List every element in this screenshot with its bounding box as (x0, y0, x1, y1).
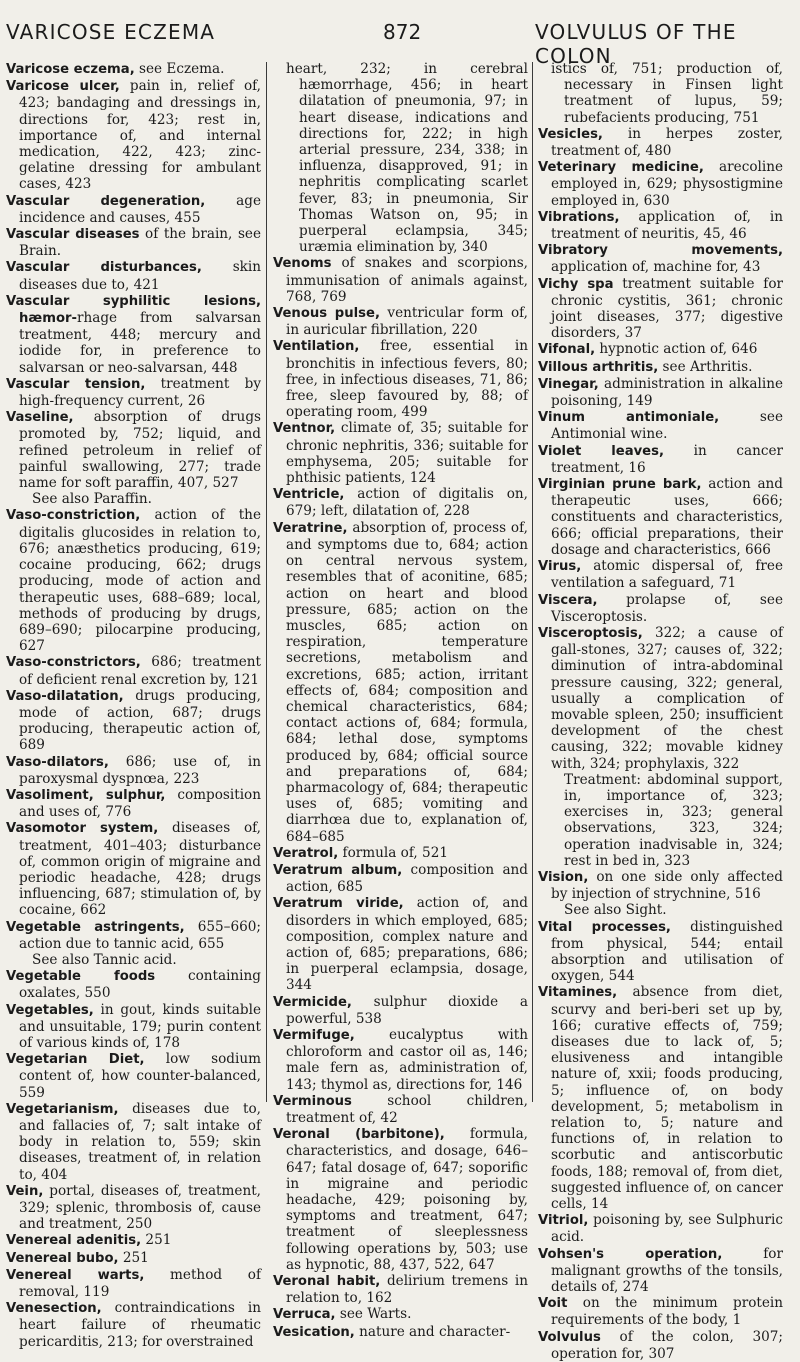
index-entry (273, 1027, 528, 1093)
entry-heading: Voit (538, 1296, 568, 1312)
entry-text: on one side only affected by injection of strychnine, 516 (551, 868, 783, 903)
entry-heading: Vermicide, (273, 994, 352, 1010)
entry-text: 251 (141, 1232, 172, 1249)
entry-heading: Violet leaves, (538, 443, 664, 459)
entry-heading: Vaseline, (6, 410, 74, 426)
index-entry (6, 293, 261, 376)
entry-heading: Vaso-constrictors, (6, 655, 141, 671)
entry-text: istics of, 751; production of, necessary in Finsen light treatment of lupus, 59; rubefacients producing, 751 (551, 61, 783, 126)
entry-heading: Vegetarian Diet, (6, 1052, 145, 1068)
entry-text: See also Paraffin. (32, 491, 152, 508)
entry-text: application of, in treatment of neuritis, 45, 46 (551, 208, 783, 243)
index-entry (538, 592, 783, 625)
entry-heading: Venoms (273, 256, 332, 272)
index-entry (6, 1250, 261, 1267)
entry-text: action of, and disorders in which employed, 685; composition, complex nature and action of, 685; preparations, 686; in puerperal eclampsia, dosage, 344 (286, 895, 528, 994)
column-divider (266, 62, 267, 1102)
index-entry (538, 1329, 783, 1362)
index-entry (6, 193, 261, 226)
entry-text: distinguished from physical, 544; entail absorption and utilisation of oxygen, 544 (551, 918, 783, 985)
entry-text: absorption of drugs promoted by, 752; liquid, and refined petroleum in relief of painful swallowing, 277; trade name for soft paraffin, 407, 527 (19, 409, 261, 492)
entry-text: for malignant growths of the tonsils, details of, 274 (551, 1245, 783, 1296)
index-entry (6, 787, 261, 820)
entry-text: 251 (118, 1249, 149, 1266)
index-entry (273, 338, 528, 420)
index-entry (6, 654, 261, 687)
entry-heading: Vegetables, (6, 1002, 94, 1018)
entry-text: diseases of, treatment, 401–403; disturbance of, common origin of migraine and periodic headache, 428; drugs influencing, 687; stimulation of, by cocaine, 662 (19, 820, 261, 919)
entry-text: containing oxalates, 550 (19, 968, 261, 1002)
entry-text: sulphur dioxide a powerful, 538 (286, 993, 528, 1027)
entry-text: pain in, relief of, 423; bandaging and dressings in, directions for, 423; rest in, importance of, and internal medication, 422, 423; zinc-gelatine dressing for ambulant cases, 423 (19, 78, 261, 193)
index-entry (538, 209, 783, 242)
index-entry (273, 61, 528, 255)
entry-text: diseases due to, and fallacies of, 7; salt intake of body in relation to, 559; skin diseases, treatment of, in relation to, 404 (19, 1100, 261, 1183)
entry-heading: Vaso-dilatation, (6, 688, 124, 704)
entry-text: hypnotic action of, 646 (595, 341, 758, 358)
index-entry (538, 1295, 783, 1328)
entry-heading: Ventricle, (273, 487, 345, 503)
entry-text: See also Tannic acid. (32, 951, 177, 968)
entry-heading: Visceroptosis, (538, 625, 643, 641)
index-entry (6, 226, 261, 259)
entry-text: action and therapeutic uses, 666; constituents and characteristics, 666; official preparations, their dosage and characteristics, 666 (551, 476, 784, 558)
entry-heading: Vesication, (273, 1324, 355, 1340)
index-entry (6, 78, 261, 192)
index-entry (273, 420, 528, 486)
index-entry (6, 1267, 261, 1300)
entry-text: of the brain, see Brain. (19, 226, 262, 260)
index-entry (6, 61, 261, 78)
entry-heading: Veronal (barbitone), (273, 1127, 445, 1143)
index-entry (538, 476, 783, 558)
index-entry (273, 895, 528, 993)
index-entry (538, 409, 783, 442)
entry-text: contraindications in heart failure of rheumatic pericarditis, 213; for overstrained (19, 1300, 261, 1350)
entry-heading: Vichy spa (538, 276, 614, 292)
entry-heading: Vohsen's operation, (538, 1246, 723, 1262)
entry-heading: Vegetable foods (6, 969, 156, 985)
index-entry (273, 305, 528, 338)
entry-heading: Venereal bubo, (6, 1250, 119, 1266)
entry-heading: Vegetable astringents, (6, 919, 185, 935)
index-entry (6, 507, 261, 654)
entry-text: low sodium content of, how counter-balanced, 559 (19, 1051, 261, 1101)
entry-heading: Villous arthritis, (538, 359, 659, 375)
entry-heading: Vaso-constriction, (6, 508, 141, 524)
entry-heading: Verminous (273, 1093, 352, 1109)
index-column-2 (273, 61, 528, 1341)
running-header (0, 0, 800, 68)
column-divider (532, 62, 533, 1102)
header-left-keyword: VARICOSE ECZEMA (6, 20, 216, 44)
entry-heading: Vitriol, (538, 1213, 589, 1229)
index-entry (538, 126, 783, 159)
entry-text: see Eczema. (134, 61, 225, 77)
entry-heading: Vasomotor system, (6, 821, 159, 837)
entry-heading: Vitamines, (538, 985, 618, 1001)
index-entry (6, 1051, 261, 1101)
entry-text: See also Sight. (564, 902, 667, 919)
entry-heading: Veterinary medicine, (538, 160, 704, 176)
entry-text: composition and uses of, 776 (19, 786, 261, 821)
index-entry (273, 520, 528, 845)
entry-text: 686; use of, in paroxysmal dyspnœa, 223 (19, 753, 261, 787)
index-entry (273, 486, 528, 519)
entry-text: skin diseases due to, 421 (19, 259, 262, 293)
index-entry (538, 625, 783, 772)
entry-text: school children, treatment of, 42 (286, 1092, 528, 1126)
entry-heading: Vermifuge, (273, 1027, 355, 1043)
index-entry (6, 1300, 261, 1350)
entry-text: absorption of, process of, and symptoms due to, 684; action on central nervous system, resembles that of aconitine, 685; action on heart and blood pressure, 685; action on the muscles, 685; action on respiration, temperature secretions, metabolism and excretions, 685; action, irritant effects of, 684; composition and chemical characteristics, 684; contact actions of, 684; formula, 684; lethal dose, symptoms produced by, 684; official source and preparations of, 684; pharmacology of, 684; therapeutic uses of, 685; vomiting and diarrhœa due to, explanation of, 684–685 (286, 519, 528, 845)
entry-heading: Vein, (6, 1183, 44, 1199)
entry-text: of the colon, 307; operation for, 307 (551, 1328, 783, 1362)
entry-text: poisoning by, see Sulphuric acid. (551, 1212, 783, 1246)
index-entry (538, 558, 783, 591)
entry-text: composition and action, 685 (286, 861, 529, 896)
entry-heading: Vasoliment, sulphur, (6, 787, 166, 803)
index-entry (273, 845, 528, 862)
index-entry (6, 952, 261, 968)
entry-heading: Vascular tension, (6, 376, 146, 392)
index-entry (6, 491, 261, 507)
entry-text: age incidence and causes, 455 (19, 192, 261, 226)
entry-heading: Vesicles, (538, 126, 603, 142)
entry-text: climate of, 35; suitable for chronic nephritis, 336; suitable for emphysema, 205; suitable for phthisic patients, 124 (286, 420, 528, 487)
entry-heading: Vinum antimoniale, (538, 410, 720, 426)
index-column-1 (6, 61, 261, 1350)
index-entry (538, 242, 783, 275)
entry-heading: Venereal warts, (6, 1267, 145, 1283)
entry-heading: Ventnor, (273, 421, 336, 437)
entry-text: in cancer treatment, 16 (551, 442, 783, 476)
entry-heading: Veronal habit, (273, 1274, 381, 1290)
entry-text: method of removal, 119 (19, 1266, 261, 1301)
entry-heading: Venous pulse, (273, 306, 380, 322)
index-entry (6, 1183, 261, 1233)
entry-text: rhage from salvarsan treatment, 448; mercury and iodide for, in preference to salvarsan or neo-salvarsan, 448 (19, 310, 261, 376)
entry-text: action of digitalis on, 679; left, dilatation of, 228 (286, 486, 528, 520)
entry-text: delirium tremens in relation to, 162 (286, 1273, 528, 1307)
entry-heading: Vascular syphilitic lesions, hæmor- (6, 293, 261, 327)
entry-text: on the minimum protein requirements of the body, 1 (551, 1295, 783, 1329)
index-entry (538, 376, 783, 409)
entry-heading: Veratrum viride, (273, 896, 404, 912)
index-entry (273, 994, 528, 1027)
index-entry (538, 1246, 783, 1296)
index-entry (538, 159, 783, 209)
header-right-keyword: VOLVULUS OF THE COLON (535, 20, 737, 68)
entry-text: eucalyptus with chloroform and castor oil as, 146; male fern as, administration of, 143; thymol as, directions for, 146 (286, 1026, 528, 1093)
entry-text: 322; a cause of gall-stones, 327; causes of, 322; diminution of intra-abdominal pressure causing, 322; general, usually a complication of movable spleen, 250; insufficient development of the chest causing, 322; movable kidney with, 324; prophylaxis, 322 (551, 624, 783, 772)
entry-heading: Vegetarianism, (6, 1101, 119, 1117)
index-entry (273, 1126, 528, 1273)
index-entry (273, 1324, 528, 1341)
entry-text: heart, 232; in cerebral hæmorrhage, 456; in heart dilatation of pneumonia, 97; in heart disease, indications and directions for, 222; in high arterial pressure, 234, 338; in influenza, disapproved, 91; in nephritis complicating scarlet fever, 83; in pneumonia, Sir Thomas Watson on, 95; in puerperal eclampsia, 345; uræmia elimination by, 340 (286, 61, 528, 256)
entry-heading: Veratrol, (273, 845, 339, 861)
entry-text: in gout, kinds suitable and unsuitable, 179; purin content of various kinds of, 178 (19, 1001, 261, 1051)
entry-text: see Warts. (335, 1306, 412, 1323)
entry-text: drugs producing, mode of action, 687; drugs producing, therapeutic action of, 689 (19, 687, 261, 754)
entry-text: formula, characteristics, and dosage, 646–647; fatal dosage of, 647; soporific in migraine and periodic headache, 429; poisoning by, symptoms and treatment, 647; treatment of sleeplessness following operations by, 503; use as hypnotic, 88, 437, 522, 647 (286, 1126, 528, 1273)
entry-text: absence from diet, scurvy and beri-beri set up by, 166; curative effects of, 759; diseases due to lack of, 5; elusiveness and intangible nature of, xxii; foods producing, 5; influence of, on body development, 5; metabolism in relation to, 5; nature and functions of, in relation to scorbutic and antiscorbutic foods, 188; removal of, from diet, suggested influence of, on cancer cells, 14 (551, 984, 783, 1213)
entry-text: formula of, 521 (338, 844, 449, 861)
index-entry (538, 1212, 783, 1245)
entry-heading: Venesection, (6, 1301, 102, 1317)
index-entry (6, 688, 261, 754)
entry-heading: Vibratory movements, (538, 243, 783, 259)
index-entry (6, 968, 261, 1001)
entry-heading: Varicose ulcer, (6, 79, 120, 95)
entry-text: 655–660; action due to tannic acid, 655 (19, 918, 261, 952)
entry-heading: Vaso-dilators, (6, 754, 109, 770)
index-entry (273, 1306, 528, 1323)
entry-heading: Vascular degeneration, (6, 193, 206, 209)
index-entry (6, 409, 261, 491)
entry-heading: Virus, (538, 559, 582, 575)
entry-heading: Veratrum album, (273, 862, 403, 878)
index-column-3 (538, 61, 783, 1362)
index-entry (538, 919, 783, 985)
entry-heading: Vital processes, (538, 919, 671, 935)
index-entry (538, 772, 783, 869)
index-entry (6, 1002, 261, 1052)
index-entry (538, 984, 783, 1212)
entry-text: application of, machine for, 43 (551, 259, 761, 276)
entry-heading: Veratrine, (273, 520, 348, 536)
entry-heading: Vision, (538, 869, 589, 885)
index-entry (273, 1273, 528, 1306)
entry-heading: Vifonal, (538, 342, 596, 358)
index-entry (538, 341, 783, 358)
entry-heading: Verruca, (273, 1307, 336, 1323)
index-entry (6, 919, 261, 952)
index-entry (6, 376, 261, 409)
entry-heading: Venereal adenitis, (6, 1233, 142, 1249)
entry-text: prolapse of, see Visceroptosis. (551, 591, 783, 625)
index-entry (6, 1232, 261, 1249)
entry-heading: Vinegar, (538, 376, 599, 392)
entry-heading: Vascular disturbances, (6, 260, 202, 276)
entry-heading: Varicose eczema, (6, 62, 135, 77)
entry-heading: Vascular diseases (6, 227, 140, 243)
entry-heading: Vibrations, (538, 209, 620, 225)
entry-text: portal, diseases of, treatment, 329; splenic, thrombosis of, cause and treatment, 250 (19, 1182, 261, 1233)
index-entry (538, 276, 783, 342)
entry-text: see Antimonial wine. (551, 409, 783, 443)
index-entry (6, 259, 261, 292)
entry-text: treatment suitable for chronic cystitis, 361; chronic joint diseases, 377; digestive disorders, 37 (551, 275, 783, 342)
entry-heading: Ventilation, (273, 339, 360, 355)
entry-text: action of the digitalis glucosides in relation to, 676; anæsthetics producing, 619; cocaine producing, 662; drugs producing, mode of action and therapeutic uses, 688–689; local, methods of producing by drugs, 689–690; pilocarpine producing, 627 (19, 507, 261, 655)
entry-text: treatment by high-frequency current, 26 (19, 375, 261, 410)
index-entry (538, 443, 783, 476)
index-entry (6, 820, 261, 918)
index-entry (273, 255, 528, 305)
entry-text: 686; treatment of deficient renal excretion by, 121 (19, 654, 261, 688)
entry-heading: Volvulus (538, 1329, 601, 1345)
entry-text: atomic dispersal of, free ventilation a safeguard, 71 (551, 558, 783, 592)
index-entry (273, 1093, 528, 1126)
entry-text: arecoline employed in, 629; physostigmine employed in, 630 (551, 159, 783, 209)
entry-text: in herpes zoster, treatment of, 480 (551, 125, 783, 160)
entry-text: see Arthritis. (658, 358, 753, 375)
index-entry (538, 359, 783, 376)
entry-text: Treatment: abdominal support, in, importance of, 323; exercises in, 323; general observations, 323, 324; operation inadvisable in, 324; rest in bed in, 323 (564, 771, 783, 869)
index-entry (538, 902, 783, 918)
entry-text: ventricular form of, in auricular fibrillation, 220 (286, 305, 528, 339)
page-number: 872 (383, 20, 422, 44)
index-entry (6, 1101, 261, 1183)
entry-text: free, essential in bronchitis in infectious fevers, 80; free, in infectious diseases, 71, 86; free, sleep favoured by, 88; of operating room, 499 (286, 338, 528, 421)
index-entry (538, 61, 783, 126)
entry-text: administration in alkaline poisoning, 149 (551, 375, 783, 410)
entry-text: of snakes and scorpions, immunisation of animals against, 768, 769 (286, 255, 528, 305)
entry-text: nature and character- (354, 1323, 511, 1340)
index-entry (273, 862, 528, 895)
index-entry (6, 754, 261, 787)
index-entry (538, 869, 783, 902)
entry-heading: Viscera, (538, 592, 598, 608)
entry-heading: Virginian prune bark, (538, 477, 702, 493)
